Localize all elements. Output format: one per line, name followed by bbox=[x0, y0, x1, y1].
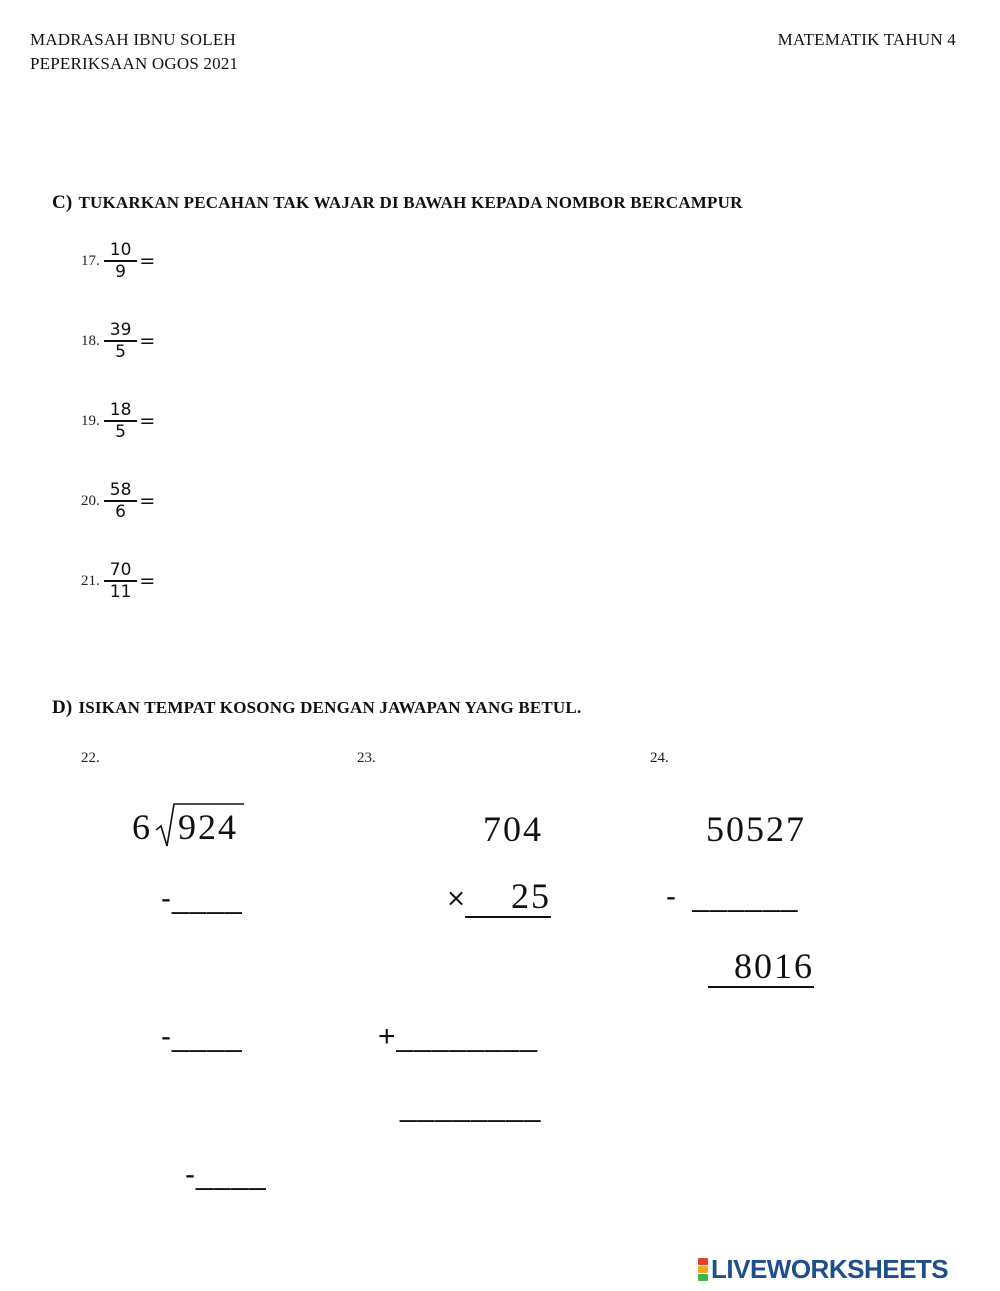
denominator: 6 bbox=[115, 501, 126, 522]
section-letter: C) bbox=[52, 192, 73, 213]
answer-blank[interactable]: ____ bbox=[172, 882, 243, 915]
exam-title: PEPERIKSAAN OGOS 2021 bbox=[30, 54, 239, 73]
answer-blank[interactable]: ____ bbox=[196, 1158, 267, 1191]
q23-partial-sum bbox=[378, 1020, 538, 1054]
numerator: 70 bbox=[109, 560, 132, 580]
answer-blank[interactable]: ______ bbox=[692, 880, 799, 913]
question-19 bbox=[81, 400, 155, 443]
minus-sign: - bbox=[161, 1020, 172, 1053]
subject-title: MATEMATIK TAHUN 4 bbox=[777, 30, 956, 49]
section-title: TUKARKAN PECAHAN TAK WAJAR DI BAWAH KEPADA NOMBOR BERCAMPUR bbox=[78, 193, 743, 212]
question-number-24: 24. bbox=[650, 750, 669, 766]
section-d-heading bbox=[52, 697, 581, 719]
numerator: 10 bbox=[109, 240, 132, 260]
denominator: 5 bbox=[115, 341, 126, 362]
question-number: 20. bbox=[81, 492, 100, 509]
question-number: 21. bbox=[81, 572, 100, 589]
school-name: MADRASAH IBNU SOLEH bbox=[30, 30, 236, 49]
question-18 bbox=[81, 320, 155, 363]
times-sign: × bbox=[446, 884, 467, 912]
q23-final-answer[interactable]: ________ bbox=[400, 1090, 542, 1123]
fraction bbox=[104, 240, 138, 283]
numerator: 18 bbox=[109, 400, 132, 420]
minus-sign: - bbox=[185, 1158, 196, 1191]
q22-step-2 bbox=[161, 1020, 243, 1054]
equals-sign: = bbox=[139, 490, 156, 513]
fraction bbox=[104, 400, 138, 443]
equals-sign: = bbox=[139, 250, 156, 273]
denominator: 11 bbox=[109, 581, 132, 602]
question-17 bbox=[81, 240, 155, 283]
question-number: 19. bbox=[81, 412, 100, 429]
section-title: ISIKAN TEMPAT KOSONG DENGAN JAWAPAN YANG BETUL. bbox=[78, 698, 582, 717]
question-21 bbox=[81, 560, 155, 603]
question-number-22: 22. bbox=[81, 750, 100, 766]
plus-sign: + bbox=[378, 1020, 397, 1053]
question-number: 18. bbox=[81, 332, 100, 349]
denominator: 9 bbox=[115, 261, 126, 282]
q22-step-1 bbox=[161, 882, 243, 916]
q24-subtrahend-row bbox=[666, 880, 798, 914]
logo-mark-icon bbox=[698, 1258, 708, 1281]
question-20 bbox=[81, 480, 155, 523]
minuend: 50527 bbox=[706, 809, 806, 849]
numerator: 39 bbox=[109, 320, 132, 340]
question-number: 17. bbox=[81, 252, 100, 269]
multiplier: 25 bbox=[465, 876, 551, 918]
answer-blank[interactable]: ________ bbox=[396, 1020, 539, 1053]
fraction bbox=[104, 320, 138, 363]
answer-blank[interactable]: ____ bbox=[172, 1020, 243, 1053]
numerator: 58 bbox=[109, 480, 132, 500]
equals-sign: = bbox=[139, 570, 156, 593]
difference: 8016 bbox=[708, 946, 814, 988]
fraction bbox=[104, 480, 138, 523]
question-number-23: 23. bbox=[357, 750, 376, 766]
minus-sign: - bbox=[666, 880, 677, 913]
liveworksheets-logo bbox=[698, 1254, 948, 1285]
multiplicand: 704 bbox=[483, 809, 543, 849]
q22-step-3 bbox=[185, 1158, 267, 1192]
equals-sign: = bbox=[139, 410, 156, 433]
section-c-heading bbox=[52, 192, 743, 214]
divisor: 6 bbox=[132, 807, 152, 847]
section-letter: D) bbox=[52, 697, 73, 718]
dividend: 924 bbox=[178, 807, 238, 847]
equals-sign: = bbox=[139, 330, 156, 353]
denominator: 5 bbox=[115, 421, 126, 442]
minus-sign: - bbox=[161, 882, 172, 915]
fraction bbox=[104, 560, 138, 603]
logo-text: LIVEWORKSHEETS bbox=[711, 1254, 949, 1284]
